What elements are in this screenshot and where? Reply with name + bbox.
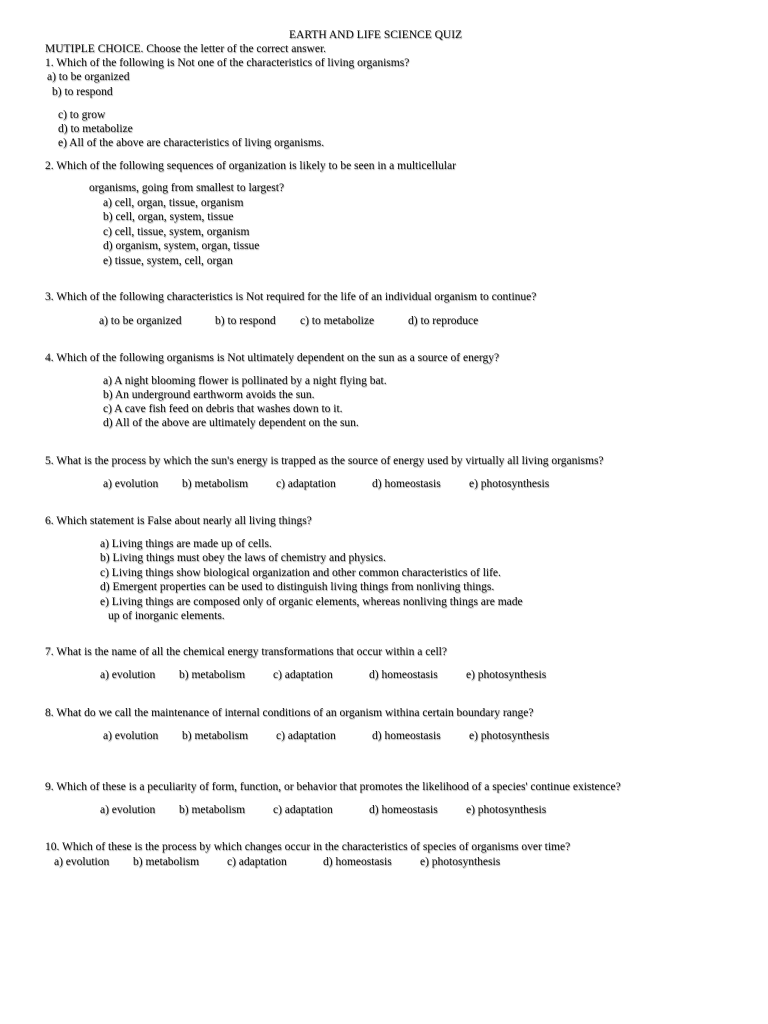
question-2: 2. Which of the following sequences of organization is likely to be seen in a multicellular xyxy=(45,160,456,172)
q8-option-d: d) homeostasis xyxy=(372,730,441,742)
q2-option-d: d) organism, system, organ, tissue xyxy=(103,240,260,252)
q4-option-c: c) A cave fish feed on debris that washes down to it. xyxy=(103,403,343,415)
q2-option-a: a) cell, organ, tissue, organism xyxy=(103,197,244,209)
q3-option-c: c) to metabolize xyxy=(300,315,375,327)
q10-option-a: a) evolution xyxy=(54,856,110,868)
q3-option-b: b) to respond xyxy=(215,315,276,327)
question-3: 3. Which of the following characteristics is Not required for the life of an individual organism to continue? xyxy=(45,291,537,303)
question-9: 9. Which of these is a peculiarity of form, function, or behavior that promotes the likelihood of a species' continue existence? xyxy=(45,781,621,793)
q5-option-a: a) evolution xyxy=(103,478,159,490)
q7-option-d: d) homeostasis xyxy=(369,669,438,681)
q8-option-b: b) metabolism xyxy=(182,730,249,742)
q9-option-b: b) metabolism xyxy=(179,804,246,816)
question-1: 1. Which of the following is Not one of the characteristics of living organisms? xyxy=(45,57,410,69)
q9-option-d: d) homeostasis xyxy=(369,804,438,816)
question-8: 8. What do we call the maintenance of internal conditions of an organism withina certain boundary range? xyxy=(45,707,534,719)
q8-option-a: a) evolution xyxy=(103,730,159,742)
q3-option-d: d) to reproduce xyxy=(408,315,479,327)
q1-option-e: e) All of the above are characteristics of living organisms. xyxy=(58,137,325,149)
q7-option-b: b) metabolism xyxy=(179,669,246,681)
q5-option-c: c) adaptation xyxy=(276,478,336,490)
q5-option-d: d) homeostasis xyxy=(372,478,441,490)
q4-option-b: b) An underground earthworm avoids the sun. xyxy=(103,389,315,401)
q7-option-a: a) evolution xyxy=(100,669,156,681)
question-7: 7. What is the name of all the chemical energy transformations that occur within a cell? xyxy=(45,646,447,658)
q6-option-e-continued: up of inorganic elements. xyxy=(108,610,225,622)
q9-option-c: c) adaptation xyxy=(273,804,333,816)
q2-option-e: e) tissue, system, cell, organ xyxy=(103,255,233,267)
q9-option-e: e) photosynthesis xyxy=(466,804,547,816)
q4-option-a: a) A night blooming flower is pollinated by a night flying bat. xyxy=(103,375,387,387)
q9-option-a: a) evolution xyxy=(100,804,156,816)
q2-option-c: c) cell, tissue, system, organism xyxy=(103,226,250,238)
q5-option-b: b) metabolism xyxy=(182,478,249,490)
q6-option-e: e) Living things are composed only of organic elements, whereas nonliving things are made xyxy=(100,596,523,608)
quiz-title: EARTH AND LIFE SCIENCE QUIZ xyxy=(289,29,463,41)
question-4: 4. Which of the following organisms is Not ultimately dependent on the sun as a source of energy? xyxy=(45,352,500,364)
question-5: 5. What is the process by which the sun's energy is trapped as the source of energy used by virtually all living organisms? xyxy=(45,455,604,467)
q8-option-e: e) photosynthesis xyxy=(469,730,550,742)
q3-option-a: a) to be organized xyxy=(99,315,182,327)
q10-option-e: e) photosynthesis xyxy=(420,856,501,868)
q10-option-d: d) homeostasis xyxy=(323,856,392,868)
q4-option-d: d) All of the above are ultimately dependent on the sun. xyxy=(103,417,359,429)
q1-option-a: a) to be organized xyxy=(47,71,130,83)
q6-option-b: b) Living things must obey the laws of chemistry and physics. xyxy=(100,552,386,564)
q10-option-b: b) metabolism xyxy=(133,856,200,868)
instructions: MUTIPLE CHOICE. Choose the letter of the correct answer. xyxy=(45,43,327,55)
q6-option-a: a) Living things are made up of cells. xyxy=(100,538,272,550)
q2-option-b: b) cell, organ, system, tissue xyxy=(103,211,234,223)
q8-option-c: c) adaptation xyxy=(276,730,336,742)
q6-option-d: d) Emergent properties can be used to distinguish living things from nonliving things. xyxy=(100,581,495,593)
question-10: 10. Which of these is the process by which changes occur in the characteristics of species of organisms over time? xyxy=(45,841,571,853)
q7-option-e: e) photosynthesis xyxy=(466,669,547,681)
q1-option-d: d) to metabolize xyxy=(58,123,133,135)
q6-option-c: c) Living things show biological organization and other common characteristics of life. xyxy=(100,567,501,579)
q1-option-b: b) to respond xyxy=(52,86,113,98)
q10-option-c: c) adaptation xyxy=(227,856,287,868)
q7-option-c: c) adaptation xyxy=(273,669,333,681)
q1-option-c: c) to grow xyxy=(58,109,106,121)
question-2-continued: organisms, going from smallest to largest? xyxy=(89,182,285,194)
question-6: 6. Which statement is False about nearly all living things? xyxy=(45,515,312,527)
q5-option-e: e) photosynthesis xyxy=(469,478,550,490)
